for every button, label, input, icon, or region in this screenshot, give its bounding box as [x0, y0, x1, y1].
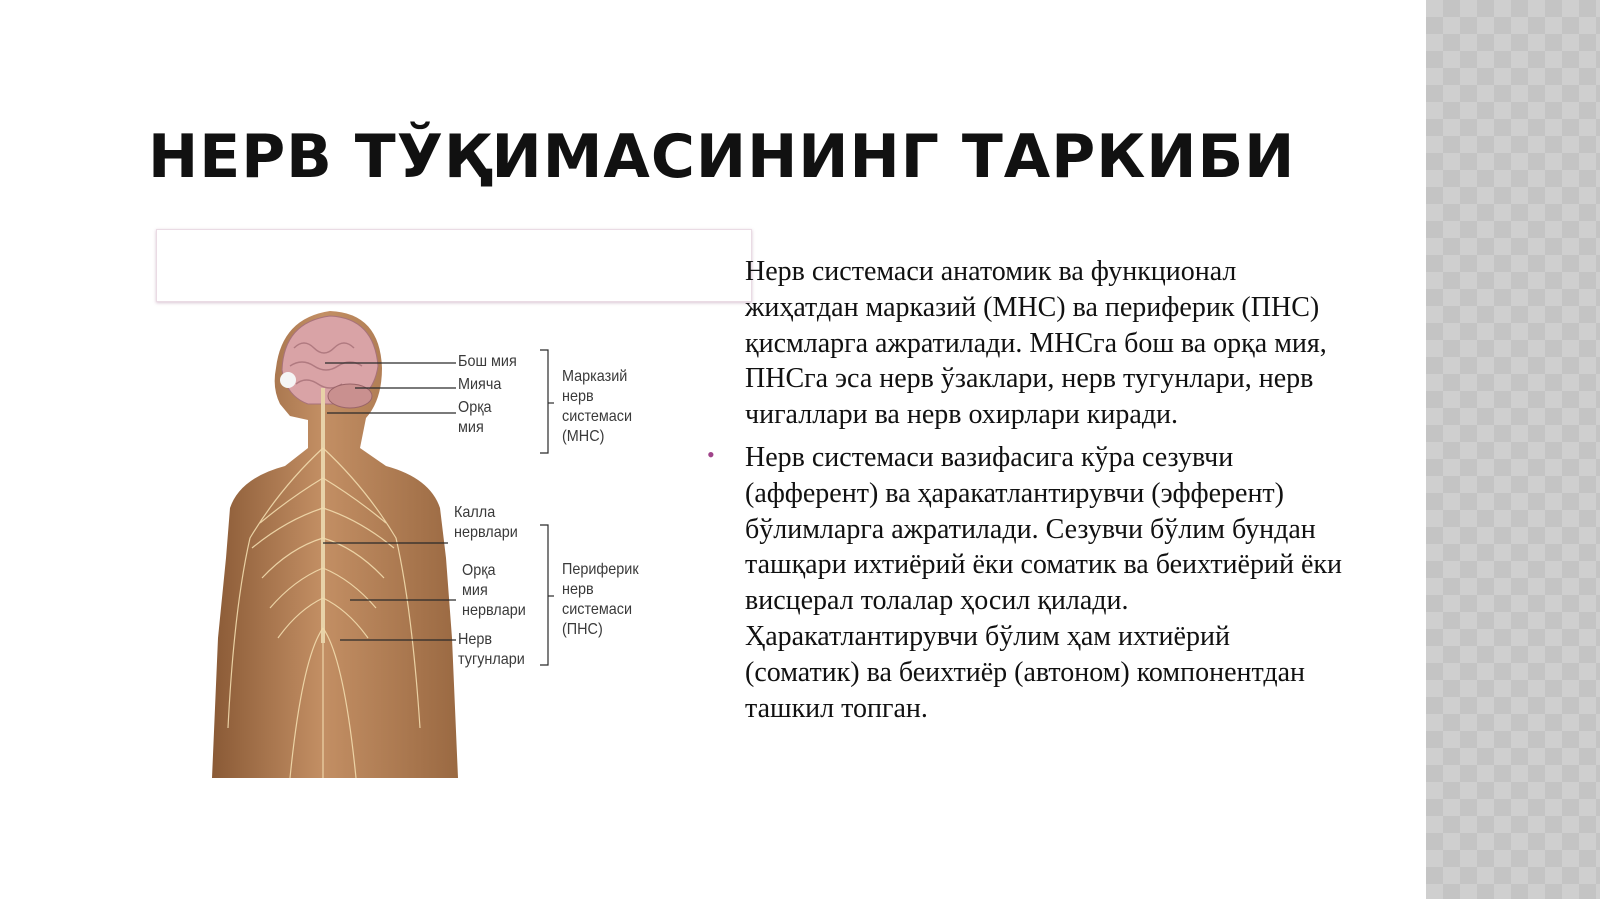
slide-title: НЕРВ ТЎҚИМАСИНИНГ ТАРКИБИ: [148, 122, 1296, 192]
body-text: [707, 254, 1345, 726]
label-cranial-nerves: Калла нервлари: [454, 504, 518, 541]
decorative-side-band: [1426, 0, 1600, 899]
nervous-system-figure: [190, 308, 690, 788]
label-pns-group: Периферик нерв системаси (ПНС): [562, 561, 639, 638]
label-brain: Бош мия: [458, 353, 517, 370]
label-ganglia: Нерв тугунлари: [458, 631, 525, 668]
paragraph-text: Нерв системаси вазифасига кўра сезувчи (афферент) ва ҳаракатлантирувчи (эфферент) бўлимларга ажратилади. Сезувчи бўлим бундан ташқари ихтиёрий ёки соматик ва беихтиёрий ёки висцерал толалар ҳосил қилади. Ҳаракатлантирувчи бўлим ҳам ихтиёрий (соматик) ва беихтиёр (автоном) компонентдан ташкил топган.: [745, 441, 1342, 724]
paragraph-2: [707, 440, 1345, 726]
paragraph-text: Нерв системаси анатомик ва функционал жиҳатдан марказий (МНС) ва периферик (ПНС) қисмларга ажратилади. МНСга бош ва орқа мия, ПНСга эса нерв ўзаклари, нерв тугунлари, нерв чигаллари ва нерв охирлари киради.: [745, 256, 1327, 431]
label-spinal-nerves: Орқа мия нервлари: [462, 562, 526, 619]
bullet-marker: •: [707, 441, 715, 467]
figure-caption-box: [156, 229, 752, 302]
label-spinal-cord: Орқа мия: [458, 399, 492, 436]
label-cerebellum: Мияча: [458, 376, 502, 393]
paragraph-1: [745, 254, 1345, 433]
label-cns-group: Марказий нерв системаси (МНС): [562, 368, 633, 445]
